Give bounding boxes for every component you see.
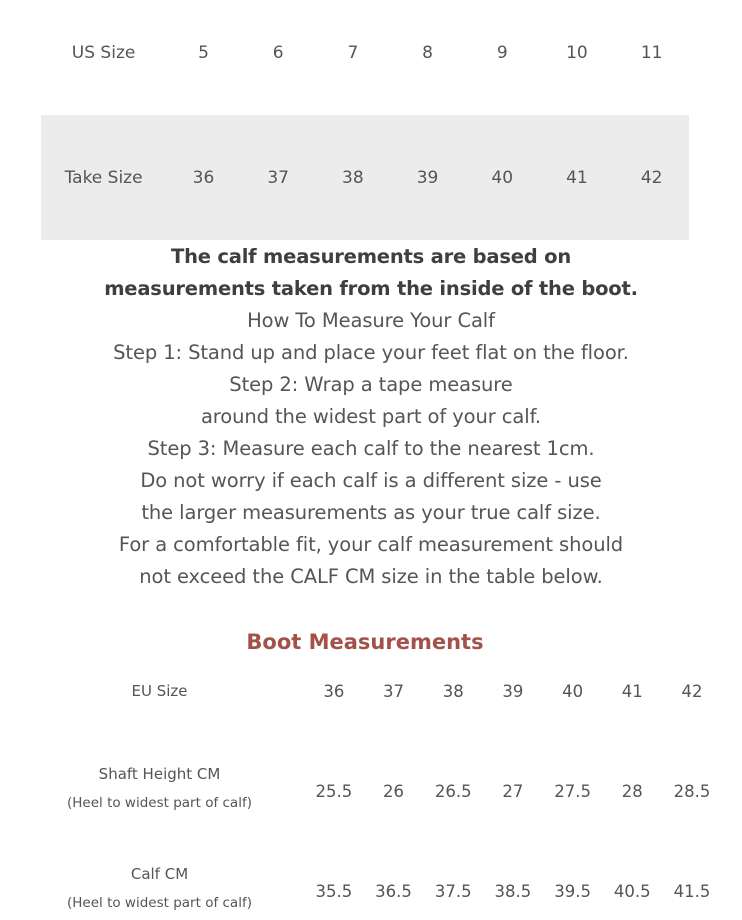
table-cell: 39 [502, 681, 524, 701]
instruction-line: For a comfortable fit, your calf measurement should [118, 533, 624, 556]
guide-heading: How To Measure Your Calf [247, 309, 495, 332]
row-label-sub: (Heel to widest part of calf) [67, 795, 252, 811]
table-cell: 40 [562, 681, 584, 701]
table-cell: 36 [323, 681, 345, 701]
table-cell: 28.5 [673, 781, 711, 801]
table-cell: 26.5 [434, 781, 472, 801]
table-cell: 38 [442, 681, 464, 701]
size-conversion-table [41, 0, 689, 240]
table-cell: 41 [621, 681, 643, 701]
row-label-main: Calf CM [130, 865, 189, 883]
table-cell: 25.5 [315, 781, 353, 801]
table-cell: 40 [465, 115, 540, 240]
table-row-eu-size [58, 668, 722, 714]
table-cell: 27.5 [554, 781, 591, 801]
table-cell: 38 [316, 115, 391, 240]
table-cell: 27 [502, 781, 524, 801]
row-label: Take Size [41, 115, 166, 240]
table-cell: 36 [166, 115, 241, 240]
table-cell: 37 [383, 681, 405, 701]
table-cell: 6 [272, 43, 284, 63]
row-label [58, 820, 261, 920]
instruction-line: Step 2: Wrap a tape measure [229, 373, 513, 396]
table-row-us-size [41, 0, 689, 108]
table-cell: 26 [383, 781, 405, 801]
row-label: US Size [71, 43, 136, 63]
table-row-calf-cm [58, 820, 722, 920]
row-label-sub: (Heel to widest part of calf) [67, 895, 252, 911]
instruction-line: around the widest part of your calf. [200, 405, 542, 428]
boot-measurements-table [58, 668, 722, 920]
boot-measurements-title: Boot Measurements [246, 630, 484, 654]
table-cell: 35.5 [315, 881, 353, 901]
instruction-line: Step 3: Measure each calf to the nearest 1cm. [147, 437, 595, 460]
table-cell: 37.5 [434, 881, 472, 901]
table-cell: 42 [614, 115, 689, 240]
table-cell: 36.5 [375, 881, 412, 901]
table-cell: 8 [422, 43, 433, 63]
table-cell: 10 [566, 43, 588, 63]
table-row-take-size [41, 115, 689, 240]
row-label [58, 668, 261, 714]
instruction-line: not exceed the CALF CM size in the table below. [139, 565, 603, 588]
table-cell: 7 [347, 43, 359, 63]
instruction-line: Step 1: Stand up and place your feet flat on the floor. [113, 341, 629, 364]
table-cell: 38.5 [494, 881, 532, 901]
table-row-shaft-height [58, 714, 722, 820]
row-label-main: Shaft Height CM [98, 765, 221, 783]
row-label [58, 714, 261, 820]
calf-note-line-2: measurements taken from the inside of the boot. [104, 277, 638, 300]
table-cell: 39 [390, 115, 465, 240]
table-cell: 5 [198, 43, 209, 63]
table-cell: 40.5 [613, 881, 651, 901]
table-cell: 41 [540, 115, 615, 240]
table-cell: 41.5 [673, 881, 711, 901]
instruction-line: Do not worry if each calf is a different size - use [140, 469, 602, 492]
instruction-line: the larger measurements as your true calf size. [141, 501, 601, 524]
measuring-guide [0, 241, 742, 593]
row-label-main: EU Size [131, 682, 188, 700]
calf-note-line-1: The calf measurements are based on [170, 245, 571, 268]
table-cell: 39.5 [554, 881, 591, 901]
table-cell: 28 [621, 781, 643, 801]
table-cell: 37 [241, 115, 316, 240]
table-cell: 11 [640, 43, 663, 63]
table-cell: 9 [496, 43, 508, 63]
table-cell: 42 [681, 681, 703, 701]
